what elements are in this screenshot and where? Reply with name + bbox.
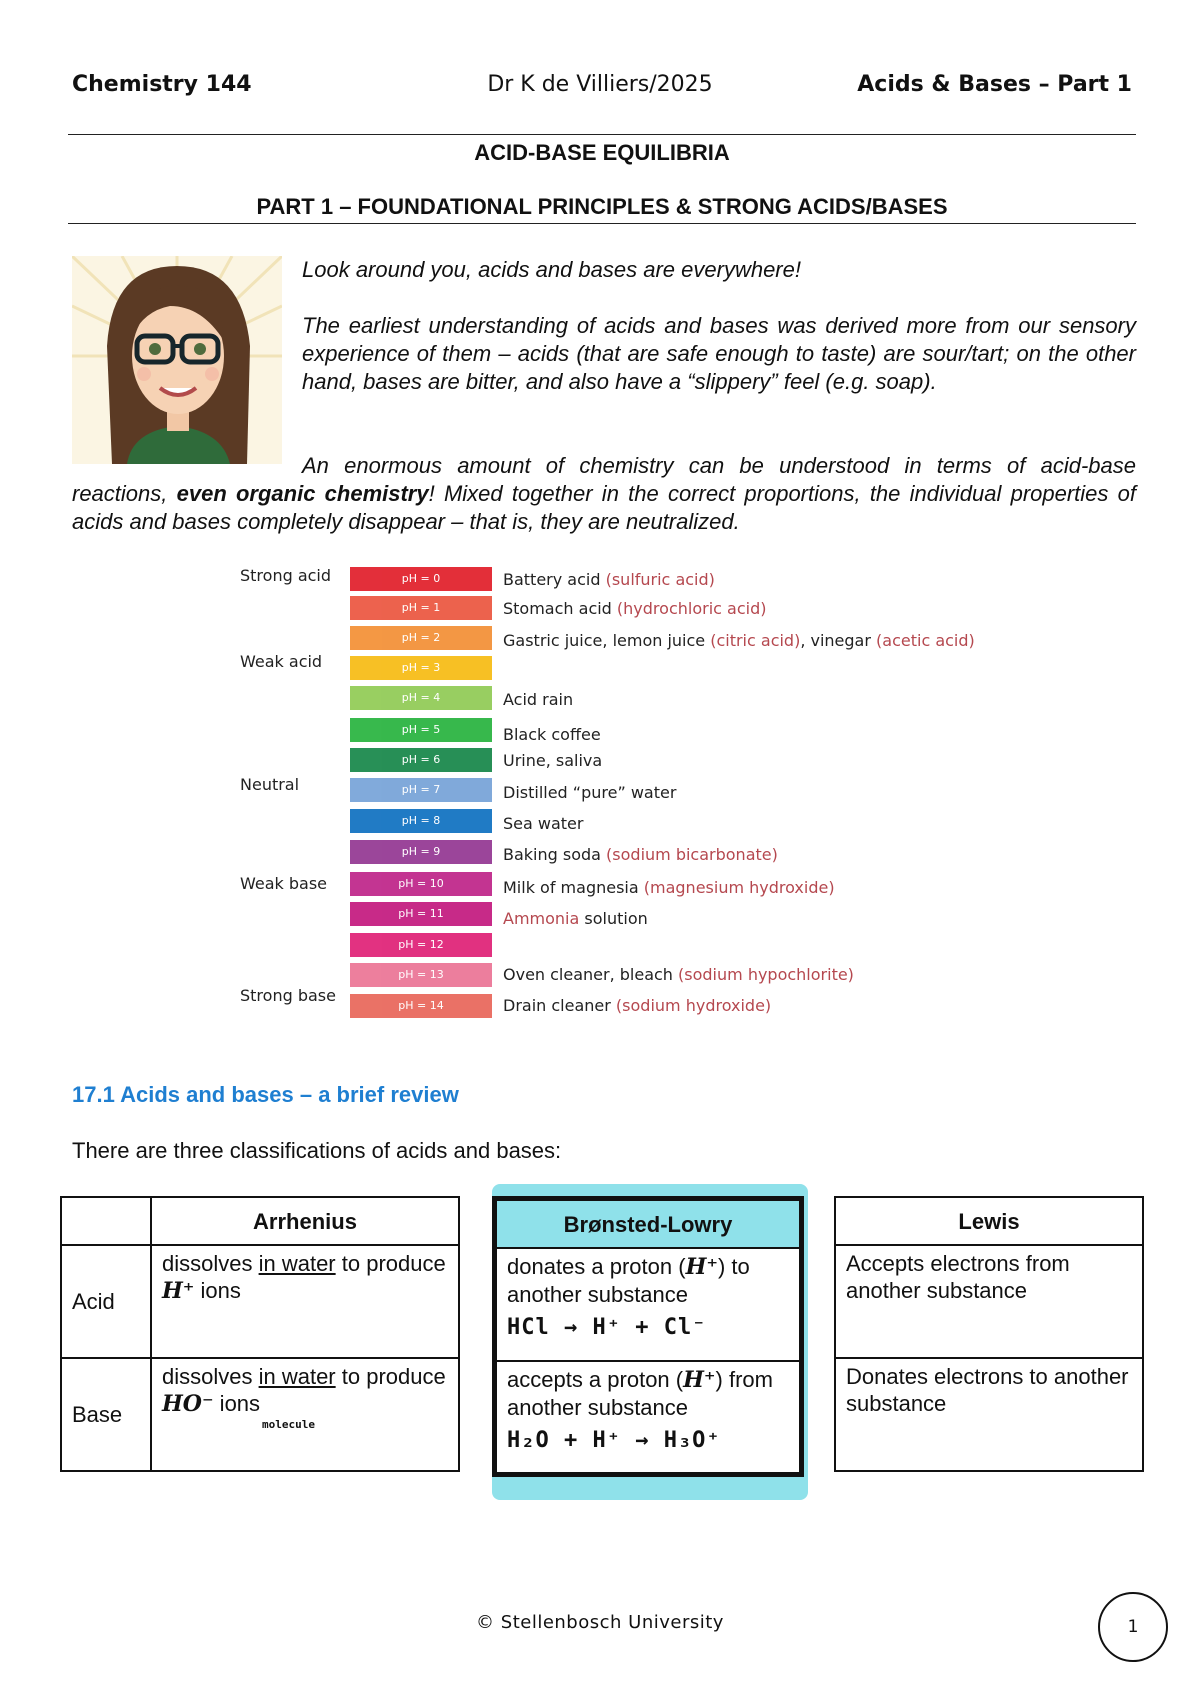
ph-example-0 bbox=[503, 570, 715, 589]
bronsted-acid-text: donates a proton ( bbox=[507, 1254, 686, 1279]
ph-bar-5: pH = 5 bbox=[350, 718, 492, 742]
page-title: ACID-BASE EQUILIBRIA bbox=[474, 140, 730, 165]
lewis-acid-cell: Accepts electrons from another substance bbox=[835, 1245, 1143, 1358]
ph-bar-4: pH = 4 bbox=[350, 686, 492, 710]
ph-bar-0: pH = 0 bbox=[350, 567, 492, 591]
arrhenius-table bbox=[60, 1196, 460, 1472]
ph-bar-3: pH = 3 bbox=[350, 656, 492, 680]
section-heading: 17.1 Acids and bases – a brief review bbox=[72, 1082, 459, 1107]
ph-bar-10: pH = 10 bbox=[350, 872, 492, 896]
arrhenius-acid-text-b: to produce bbox=[335, 1251, 446, 1276]
intro-paragraph-2: The earliest understanding of acids and bases was derived more from our sensory experience of them – acids (that are safe enough to taste) are sour/tart; on the other hand, bases are bitter, and also have a “slippery” feel (e.g. soap). bbox=[302, 313, 1136, 394]
ph-example-13-text: Oven cleaner, bleach bbox=[503, 965, 679, 984]
lewis-table bbox=[834, 1196, 1144, 1472]
arrhenius-base-cell bbox=[151, 1358, 459, 1471]
ph-example-13 bbox=[503, 965, 854, 984]
ph-bar-9: pH = 9 bbox=[350, 840, 492, 864]
ph-example-2-text-b: , vinegar bbox=[800, 631, 877, 650]
category-strong-base: Strong base bbox=[240, 986, 336, 1005]
arrhenius-base-ion: HO⁻ bbox=[162, 1391, 214, 1417]
arrhenius-base-text-c: ions bbox=[213, 1391, 261, 1416]
ph-bar-2: pH = 2 bbox=[350, 626, 492, 650]
ph-example-1 bbox=[503, 599, 766, 618]
ph-example-5: Black coffee bbox=[503, 725, 601, 744]
arrhenius-base-underline: in water bbox=[258, 1364, 336, 1389]
ph-bar-11: pH = 11 bbox=[350, 902, 492, 926]
bronsted-acid-equation: HCl → H⁺ + Cl⁻ bbox=[507, 1315, 707, 1340]
ph-example-2-compound: (citric acid) bbox=[710, 631, 801, 650]
ph-example-8: Sea water bbox=[503, 814, 584, 833]
arrhenius-acid-text-c: ions bbox=[194, 1278, 241, 1303]
arrhenius-acid-ion: H⁺ bbox=[162, 1278, 195, 1304]
ph-bar-12: pH = 12 bbox=[350, 933, 492, 957]
ph-example-11 bbox=[503, 909, 648, 928]
ph-bar-6: pH = 6 bbox=[350, 748, 492, 772]
arrhenius-base-text: dissolves bbox=[162, 1364, 259, 1389]
bronsted-base-cell bbox=[495, 1361, 802, 1474]
ph-example-11-compound: Ammonia bbox=[503, 909, 580, 928]
ph-example-9-text: Baking soda bbox=[503, 845, 607, 864]
header-rule bbox=[68, 134, 1136, 135]
bronsted-acid-cell bbox=[495, 1248, 802, 1361]
bronsted-acid-text-b: ) to another substance bbox=[507, 1254, 750, 1307]
ph-example-14 bbox=[503, 996, 771, 1015]
ph-example-1-compound: (hydrochloric acid) bbox=[616, 599, 767, 618]
ph-example-14-text: Drain cleaner bbox=[503, 996, 616, 1015]
header-course: Chemistry 144 bbox=[72, 72, 252, 97]
bronsted-header: Brønsted-Lowry bbox=[495, 1199, 802, 1249]
ph-bar-13: pH = 13 bbox=[350, 963, 492, 987]
ph-example-2-text: Gastric juice, lemon juice bbox=[503, 631, 711, 650]
arrhenius-acid-underline: in water bbox=[258, 1251, 336, 1276]
footer-copyright: © Stellenbosch University bbox=[476, 1612, 724, 1633]
ph-bar-8: pH = 8 bbox=[350, 809, 492, 833]
arrhenius-header: Arrhenius bbox=[151, 1197, 459, 1245]
arrhenius-acid-cell bbox=[151, 1245, 459, 1358]
arrhenius-base-text-b: to produce bbox=[335, 1364, 446, 1389]
ph-example-4: Acid rain bbox=[503, 690, 574, 709]
header-topic: Acids & Bases – Part 1 bbox=[857, 72, 1132, 97]
arrhenius-corner-cell bbox=[61, 1197, 151, 1245]
bronsted-base-text-b: ) from another substance bbox=[507, 1367, 773, 1420]
category-neutral: Neutral bbox=[240, 775, 300, 794]
intro-paragraph-3-emphasis: even organic chemistry bbox=[176, 481, 429, 506]
ph-example-6: Urine, saliva bbox=[503, 751, 603, 770]
ph-example-14-compound: (sodium hydroxide) bbox=[615, 996, 772, 1015]
ph-example-10-text: Milk of magnesia bbox=[503, 878, 644, 897]
category-weak-acid: Weak acid bbox=[240, 652, 323, 671]
ph-example-10 bbox=[503, 878, 835, 897]
page-subtitle: PART 1 – FOUNDATIONAL PRINCIPLES & STRONG ACIDS/BASES bbox=[256, 194, 948, 219]
ph-example-0-compound: (sulfuric acid) bbox=[605, 570, 715, 589]
bronsted-base-equation: H₂O + H⁺ → H₃O⁺ bbox=[507, 1428, 721, 1453]
intro-paragraph-3-start: An enormous amount of chemistry can be understood in terms of acid-base reactions, bbox=[72, 453, 1136, 506]
row-label-base: Base bbox=[61, 1358, 151, 1471]
bronsted-table bbox=[492, 1196, 804, 1477]
header-author: Dr K de Villiers/2025 bbox=[487, 72, 713, 97]
ph-example-7: Distilled “pure” water bbox=[503, 783, 677, 802]
lewis-header: Lewis bbox=[835, 1197, 1143, 1245]
ph-example-9 bbox=[503, 845, 778, 864]
avatar bbox=[72, 256, 282, 464]
arrhenius-acid-text: dissolves bbox=[162, 1251, 259, 1276]
category-weak-base: Weak base bbox=[240, 874, 328, 893]
bronsted-base-proton: H⁺ bbox=[683, 1367, 716, 1393]
ph-example-2 bbox=[503, 631, 975, 650]
ph-example-9-compound: (sodium bicarbonate) bbox=[606, 845, 778, 864]
bronsted-base-text: accepts a proton ( bbox=[507, 1367, 684, 1392]
ph-example-13-compound: (sodium hypochlorite) bbox=[678, 965, 854, 984]
ph-example-10-compound: (magnesium hydroxide) bbox=[643, 878, 835, 897]
page-number: 1 bbox=[1098, 1592, 1168, 1662]
bronsted-acid-proton: H⁺ bbox=[685, 1254, 718, 1280]
ph-example-11-text: solution bbox=[579, 909, 648, 928]
category-strong-acid: Strong acid bbox=[240, 566, 332, 585]
intro-paragraph-3 bbox=[72, 452, 1136, 536]
arrhenius-handwritten-note: molecule bbox=[262, 1418, 315, 1431]
ph-bar-1: pH = 1 bbox=[350, 596, 492, 620]
ph-bar-7: pH = 7 bbox=[350, 778, 492, 802]
ph-example-2-compound-b: (acetic acid) bbox=[876, 631, 975, 650]
avatar-illustration bbox=[72, 256, 282, 464]
ph-example-0-text: Battery acid bbox=[503, 570, 606, 589]
intro-paragraph-3-end: ! Mixed together in the correct proportions, the individual properties of acids and bases completely disappear – that is, they are neutralized. bbox=[72, 481, 1136, 534]
title-rule bbox=[68, 223, 1136, 224]
row-label-acid: Acid bbox=[61, 1245, 151, 1358]
ph-bar-14: pH = 14 bbox=[350, 994, 492, 1018]
ph-example-1-text: Stomach acid bbox=[503, 599, 617, 618]
intro-paragraph-1: Look around you, acids and bases are everywhere! bbox=[302, 257, 801, 282]
lewis-base-cell: Donates electrons to another substance bbox=[835, 1358, 1143, 1471]
section-intro: There are three classifications of acids and bases: bbox=[72, 1138, 562, 1163]
